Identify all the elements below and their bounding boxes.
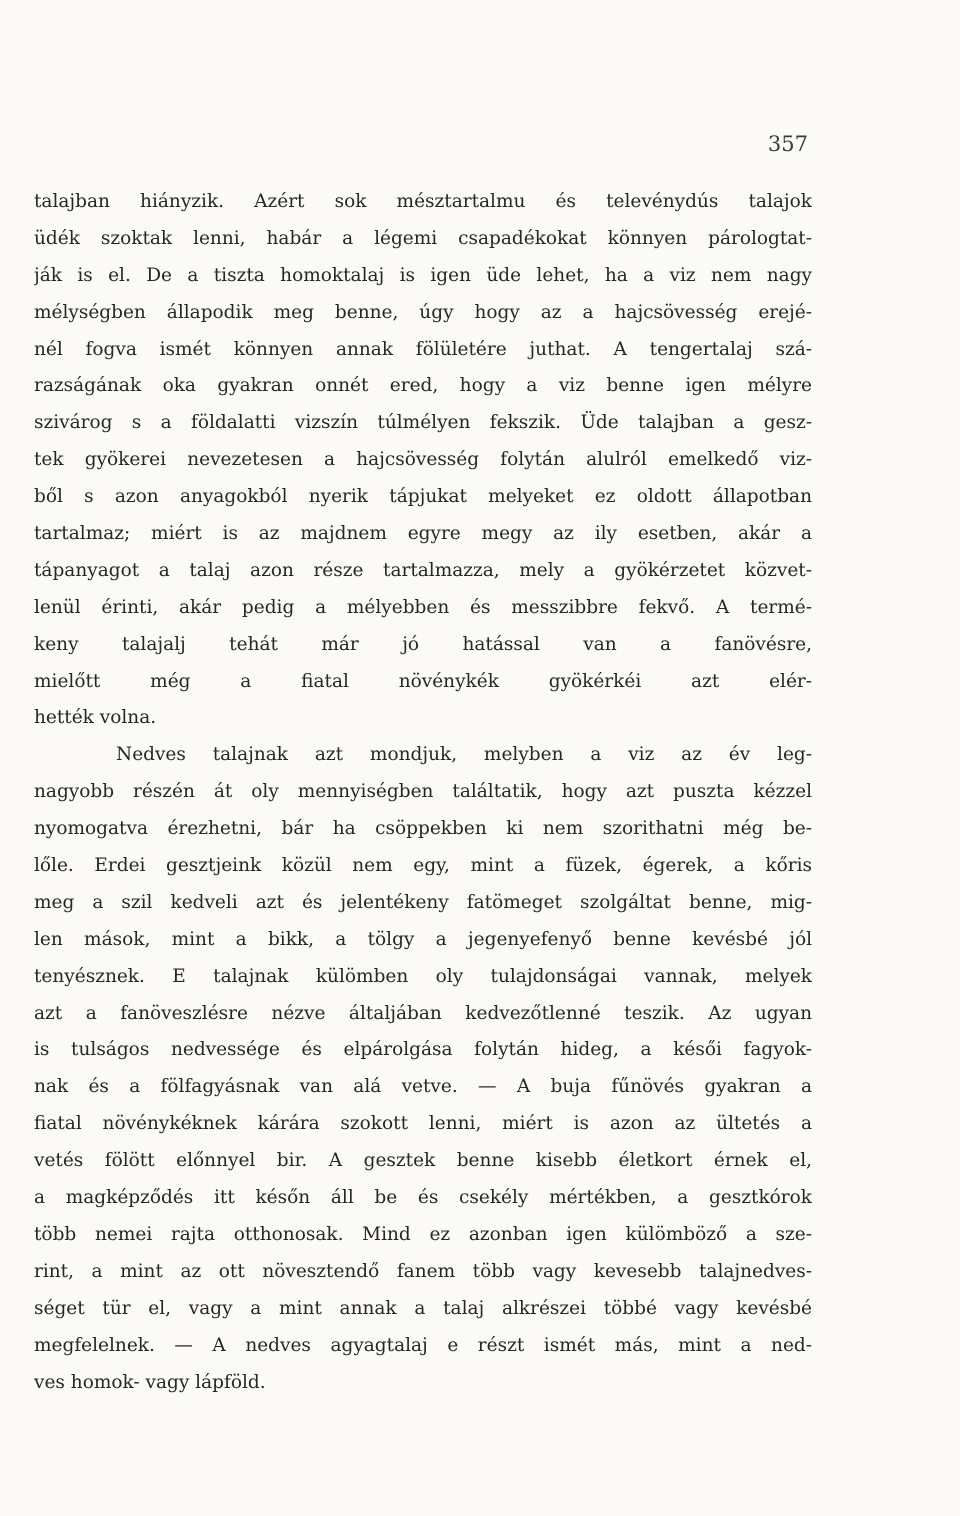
text-line: tartalmaz; miért is az majdnem egyre megy az ily esetben, akár a	[34, 523, 812, 545]
text-line: ves homok- vagy lápföld.	[34, 1371, 266, 1393]
text-line: a magképződés itt későn áll be és csekély mértékben, a gesztkórok	[34, 1187, 812, 1209]
text-line: nél fogva ismét könnyen annak fölületére juthat. A tengertalaj szá-	[34, 338, 812, 360]
text-line: tápanyagot a talaj azon része tartalmazza, mely a gyökérzetet közvet-	[34, 559, 812, 581]
page-number: 357	[767, 132, 808, 156]
text-line: lenül érinti, akár pedig a mélyebben és messzibbre fekvő. A termé-	[34, 596, 812, 618]
text-line: szivárog s a földalatti vizszín túlmélyen fekszik. Üde talajban a gesz-	[34, 412, 812, 434]
text-line: ják is el. De a tiszta homoktalaj is igen üde lehet, ha a viz nem nagy	[34, 264, 812, 286]
text-line: ből s azon anyagokból nyerik tápjukat melyeket ez oldott állapotban	[34, 486, 812, 508]
text-line: azt a fanöveszlésre nézve általjában kedvezőtlenné teszik. Az ugyan	[34, 1002, 812, 1024]
text-line: is tulságos nedvessége és elpárolgása folytán hideg, a késői fagyok-	[34, 1039, 812, 1061]
text-line: nak és a fölfagyásnak van alá vetve. — A buja fűnövés gyakran a	[34, 1076, 812, 1098]
text-line: talajban hiányzik. Azért sok mésztartalmu és televénydús talajok	[34, 191, 812, 212]
text-line: séget tür el, vagy a mint annak a talaj alkrészei többé vagy kevésbé	[34, 1297, 812, 1319]
text-line: Nedves talajnak azt mondjuk, melyben a viz az év leg-	[116, 744, 812, 766]
text-line: tek gyökerei nevezetesen a hajcsövesség folytán alulról emelkedő viz-	[34, 449, 812, 471]
text-line: razságának oka gyakran onnét ered, hogy a viz benne igen mélyre	[34, 375, 812, 397]
body-text	[34, 184, 812, 1401]
text-line: hették volna.	[34, 707, 157, 729]
text-line: vetés fölött előnnyel bir. A gesztek benne kisebb életkort érnek el,	[34, 1150, 812, 1172]
text-line: len mások, mint a bikk, a tölgy a jegenyefenyő benne kevésbé jól	[34, 928, 812, 950]
text-line: fiatal növénykéknek kárára szokott lenni, miért is azon az ültetés a	[34, 1113, 812, 1135]
text-line: nagyobb részén át oly mennyiségben találtatik, hogy azt puszta kézzel	[34, 781, 812, 803]
text-line: meg a szil kedveli azt és jelentékeny fatömeget szolgáltat benne, mig-	[34, 891, 812, 913]
text-line: rint, a mint az ott növesztendő fanem több vagy kevesebb talajnedves-	[34, 1260, 812, 1282]
text-line: nyomogatva érezhetni, bár ha csöppekben ki nem szorithatni még be-	[34, 818, 812, 840]
text-line: tenyésznek. E talajnak külömben oly tulajdonságai vannak, melyek	[34, 965, 812, 987]
text-line: üdék szoktak lenni, habár a légemi csapadékokat könnyen párologtat-	[34, 227, 812, 249]
text-line: több nemei rajta otthonosak. Mind ez azonban igen külömböző a sze-	[34, 1223, 812, 1245]
text-line: mélységben állapodik meg benne, úgy hogy az a hajcsövesség erejé-	[34, 301, 812, 323]
text-line: megfelelnek. — A nedves agyagtalaj e részt ismét más, mint a ned-	[34, 1334, 812, 1356]
text-line: keny talajalj tehát már jó hatással van a fanövésre,	[34, 633, 812, 655]
text-line: lőle. Erdei gesztjeink közül nem egy, mint a füzek, égerek, a kőris	[34, 855, 812, 877]
text-line: mielőtt még a fiatal növénykék gyökérkéi azt elér-	[34, 670, 812, 692]
